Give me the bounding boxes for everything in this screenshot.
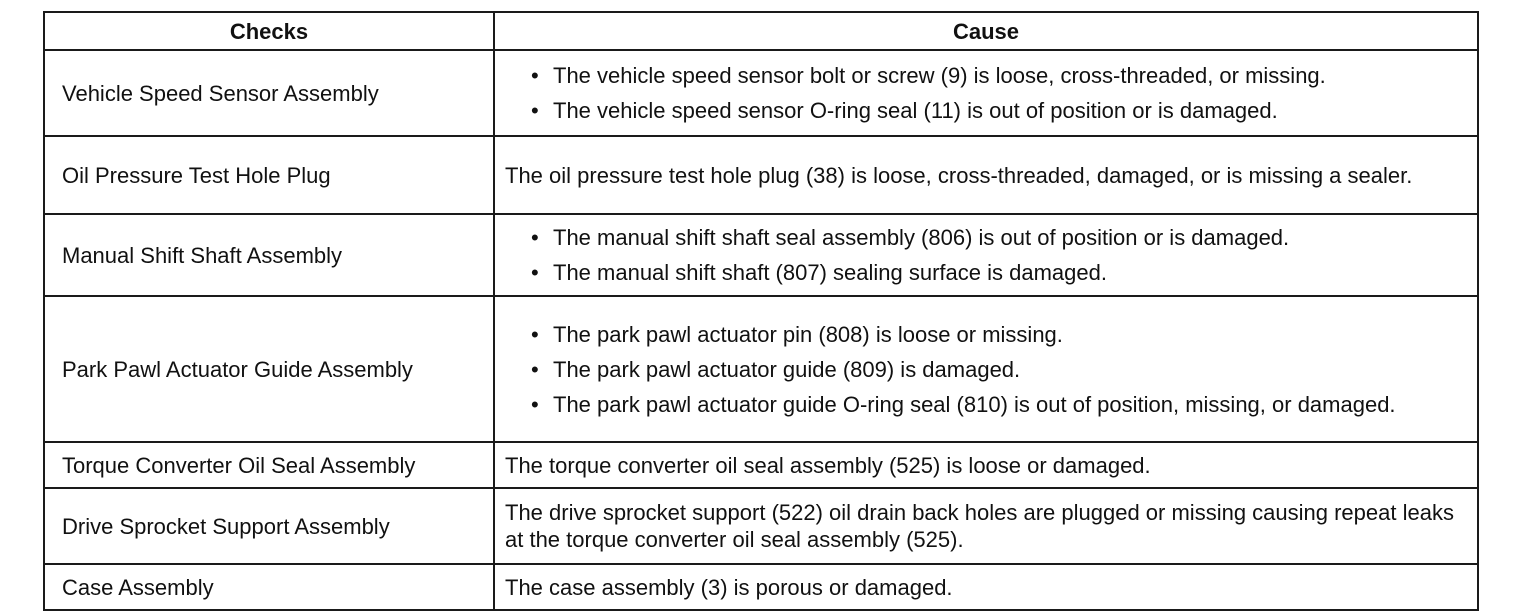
- cause-bullet-item: • The manual shift shaft (807) sealing surface is damaged.: [505, 259, 1465, 286]
- checks-column-header: Checks: [44, 12, 494, 50]
- table-row: [44, 296, 1478, 442]
- cause-bullet-item: • The park pawl actuator guide (809) is damaged.: [505, 356, 1465, 383]
- cause-cell: The case assembly (3) is porous or damaged.: [494, 564, 1478, 610]
- cause-cell: The torque converter oil seal assembly (525) is loose or damaged.: [494, 442, 1478, 488]
- cause-cell: [494, 296, 1478, 442]
- table-row: [44, 442, 1478, 488]
- table-row: [44, 564, 1478, 610]
- cause-bullet-item: • The vehicle speed sensor O-ring seal (11) is out of position or is damaged.: [505, 97, 1465, 124]
- cause-cell: The oil pressure test hole plug (38) is loose, cross-threaded, damaged, or is missing a sealer.: [494, 136, 1478, 214]
- check-cell: Vehicle Speed Sensor Assembly: [44, 50, 494, 136]
- header-row: [44, 12, 1478, 50]
- diagnostic-table: [43, 11, 1479, 611]
- cause-bullet-item: • The park pawl actuator pin (808) is loose or missing.: [505, 321, 1465, 348]
- check-cell: Torque Converter Oil Seal Assembly: [44, 442, 494, 488]
- check-cell: Drive Sprocket Support Assembly: [44, 488, 494, 564]
- check-cell: Case Assembly: [44, 564, 494, 610]
- cause-cell: [494, 214, 1478, 296]
- table-row: [44, 50, 1478, 136]
- cause-list: [505, 224, 1465, 286]
- cause-list: [505, 62, 1465, 124]
- cause-bullet-item: • The manual shift shaft seal assembly (806) is out of position or is damaged.: [505, 224, 1465, 251]
- cause-cell: [494, 50, 1478, 136]
- cause-column-header: Cause: [494, 12, 1478, 50]
- check-cell: Manual Shift Shaft Assembly: [44, 214, 494, 296]
- table-row: [44, 214, 1478, 296]
- table-row: [44, 488, 1478, 564]
- cause-bullet-item: • The park pawl actuator guide O-ring seal (810) is out of position, missing, or damaged.: [505, 391, 1465, 418]
- table-row: [44, 136, 1478, 214]
- cause-bullet-item: • The vehicle speed sensor bolt or screw (9) is loose, cross-threaded, or missing.: [505, 62, 1465, 89]
- check-cell: Park Pawl Actuator Guide Assembly: [44, 296, 494, 442]
- cause-cell: The drive sprocket support (522) oil drain back holes are plugged or missing causing repeat leaks at the torque converter oil seal assembly (525).: [494, 488, 1478, 564]
- check-cell: Oil Pressure Test Hole Plug: [44, 136, 494, 214]
- cause-list: [505, 321, 1465, 418]
